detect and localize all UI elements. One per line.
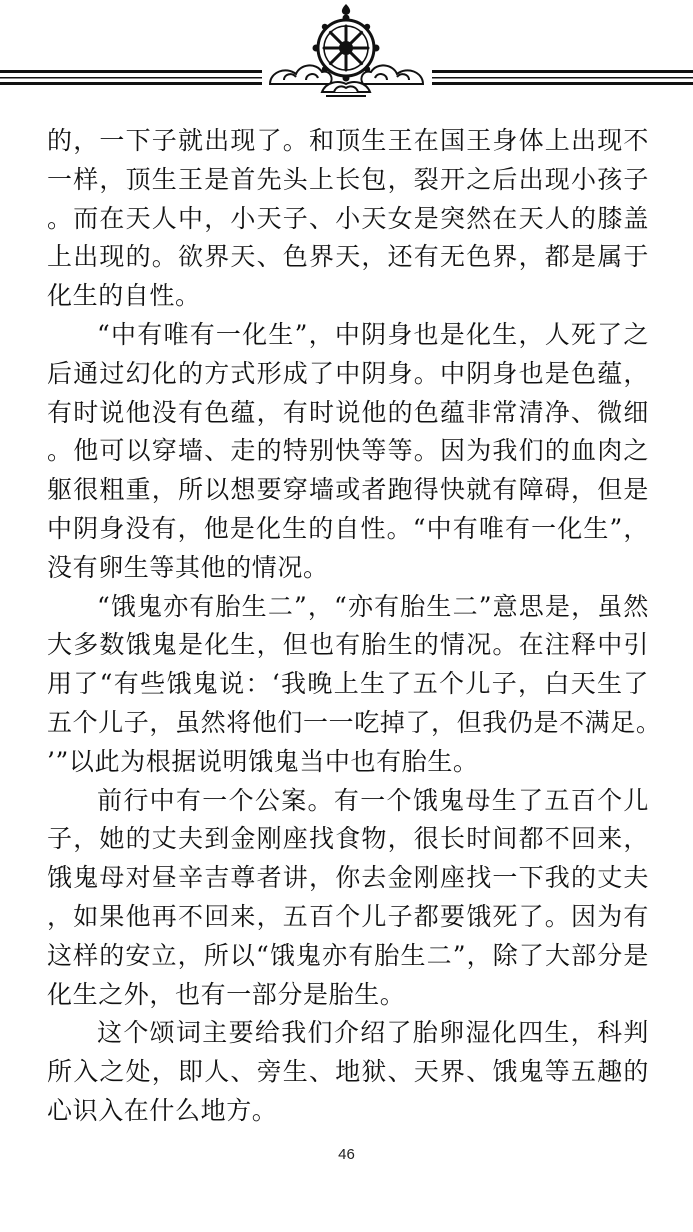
page-number: 46 <box>338 1146 355 1163</box>
dharma-wheel-icon <box>313 4 380 82</box>
lotus-base-icon <box>322 82 370 96</box>
header-ornament-graphic <box>0 0 693 110</box>
paragraph-5: 这个颂词主要给我们介绍了胎卵湿化四生，科判所入之处，即人、旁生、地狱、天界、饿鬼等五趣的心识入在什么地方。 <box>47 1018 649 1125</box>
paragraph-4: 前行中有一个公案。有一个饿鬼母生了五百个儿子，她的丈夫到金刚座找食物，很长时间都不回来，饿鬼母对昼辛吉尊者讲，你去金刚座找一下我的丈夫，如果他再不回来，五百个儿子都要饿死了。因为有这样的安立，所以“饿鬼亦有胎生二”，除了大部分是化生之外，也有一部分是胎生。 <box>47 785 649 1009</box>
paragraph-1: 的，一下子就出现了。和顶生王在国王身体上出现不一样，顶生王是首先头上长包，裂开之后出现小孩子。而在天人中，小天子、小天女是突然在天人的膝盖上出现的。欲界天、色界天，还有无色界，都是属于化生的自性。 <box>47 126 649 311</box>
page-body <box>47 122 649 1131</box>
paragraph-2: “中有唯有一化生”，中阴身也是化生，人死了之后通过幻化的方式形成了中阴身。中阴身也是色蕴，有时说他没有色蕴，有时说他的色蕴非常清净、微细。他可以穿墙、走的特别快等等。因为我们的血肉之躯很粗重，所以想要穿墙或者跑得快就有障碍，但是中阴身没有，他是化生的自性。“中有唯有一化生”，没有卵生等其他的情况。 <box>47 319 649 582</box>
page-header-ornament <box>0 0 693 110</box>
paragraph-3: “饿鬼亦有胎生二”，“亦有胎生二”意思是，虽然大多数饿鬼是化生，但也有胎生的情况。在注释中引用了“有些饿鬼说：‘我晚上生了五个儿子，白天生了五个儿子，虽然将他们一一吃掉了，但我仍是不满足。’”以此为根据说明饿鬼当中也有胎生。 <box>47 591 649 776</box>
